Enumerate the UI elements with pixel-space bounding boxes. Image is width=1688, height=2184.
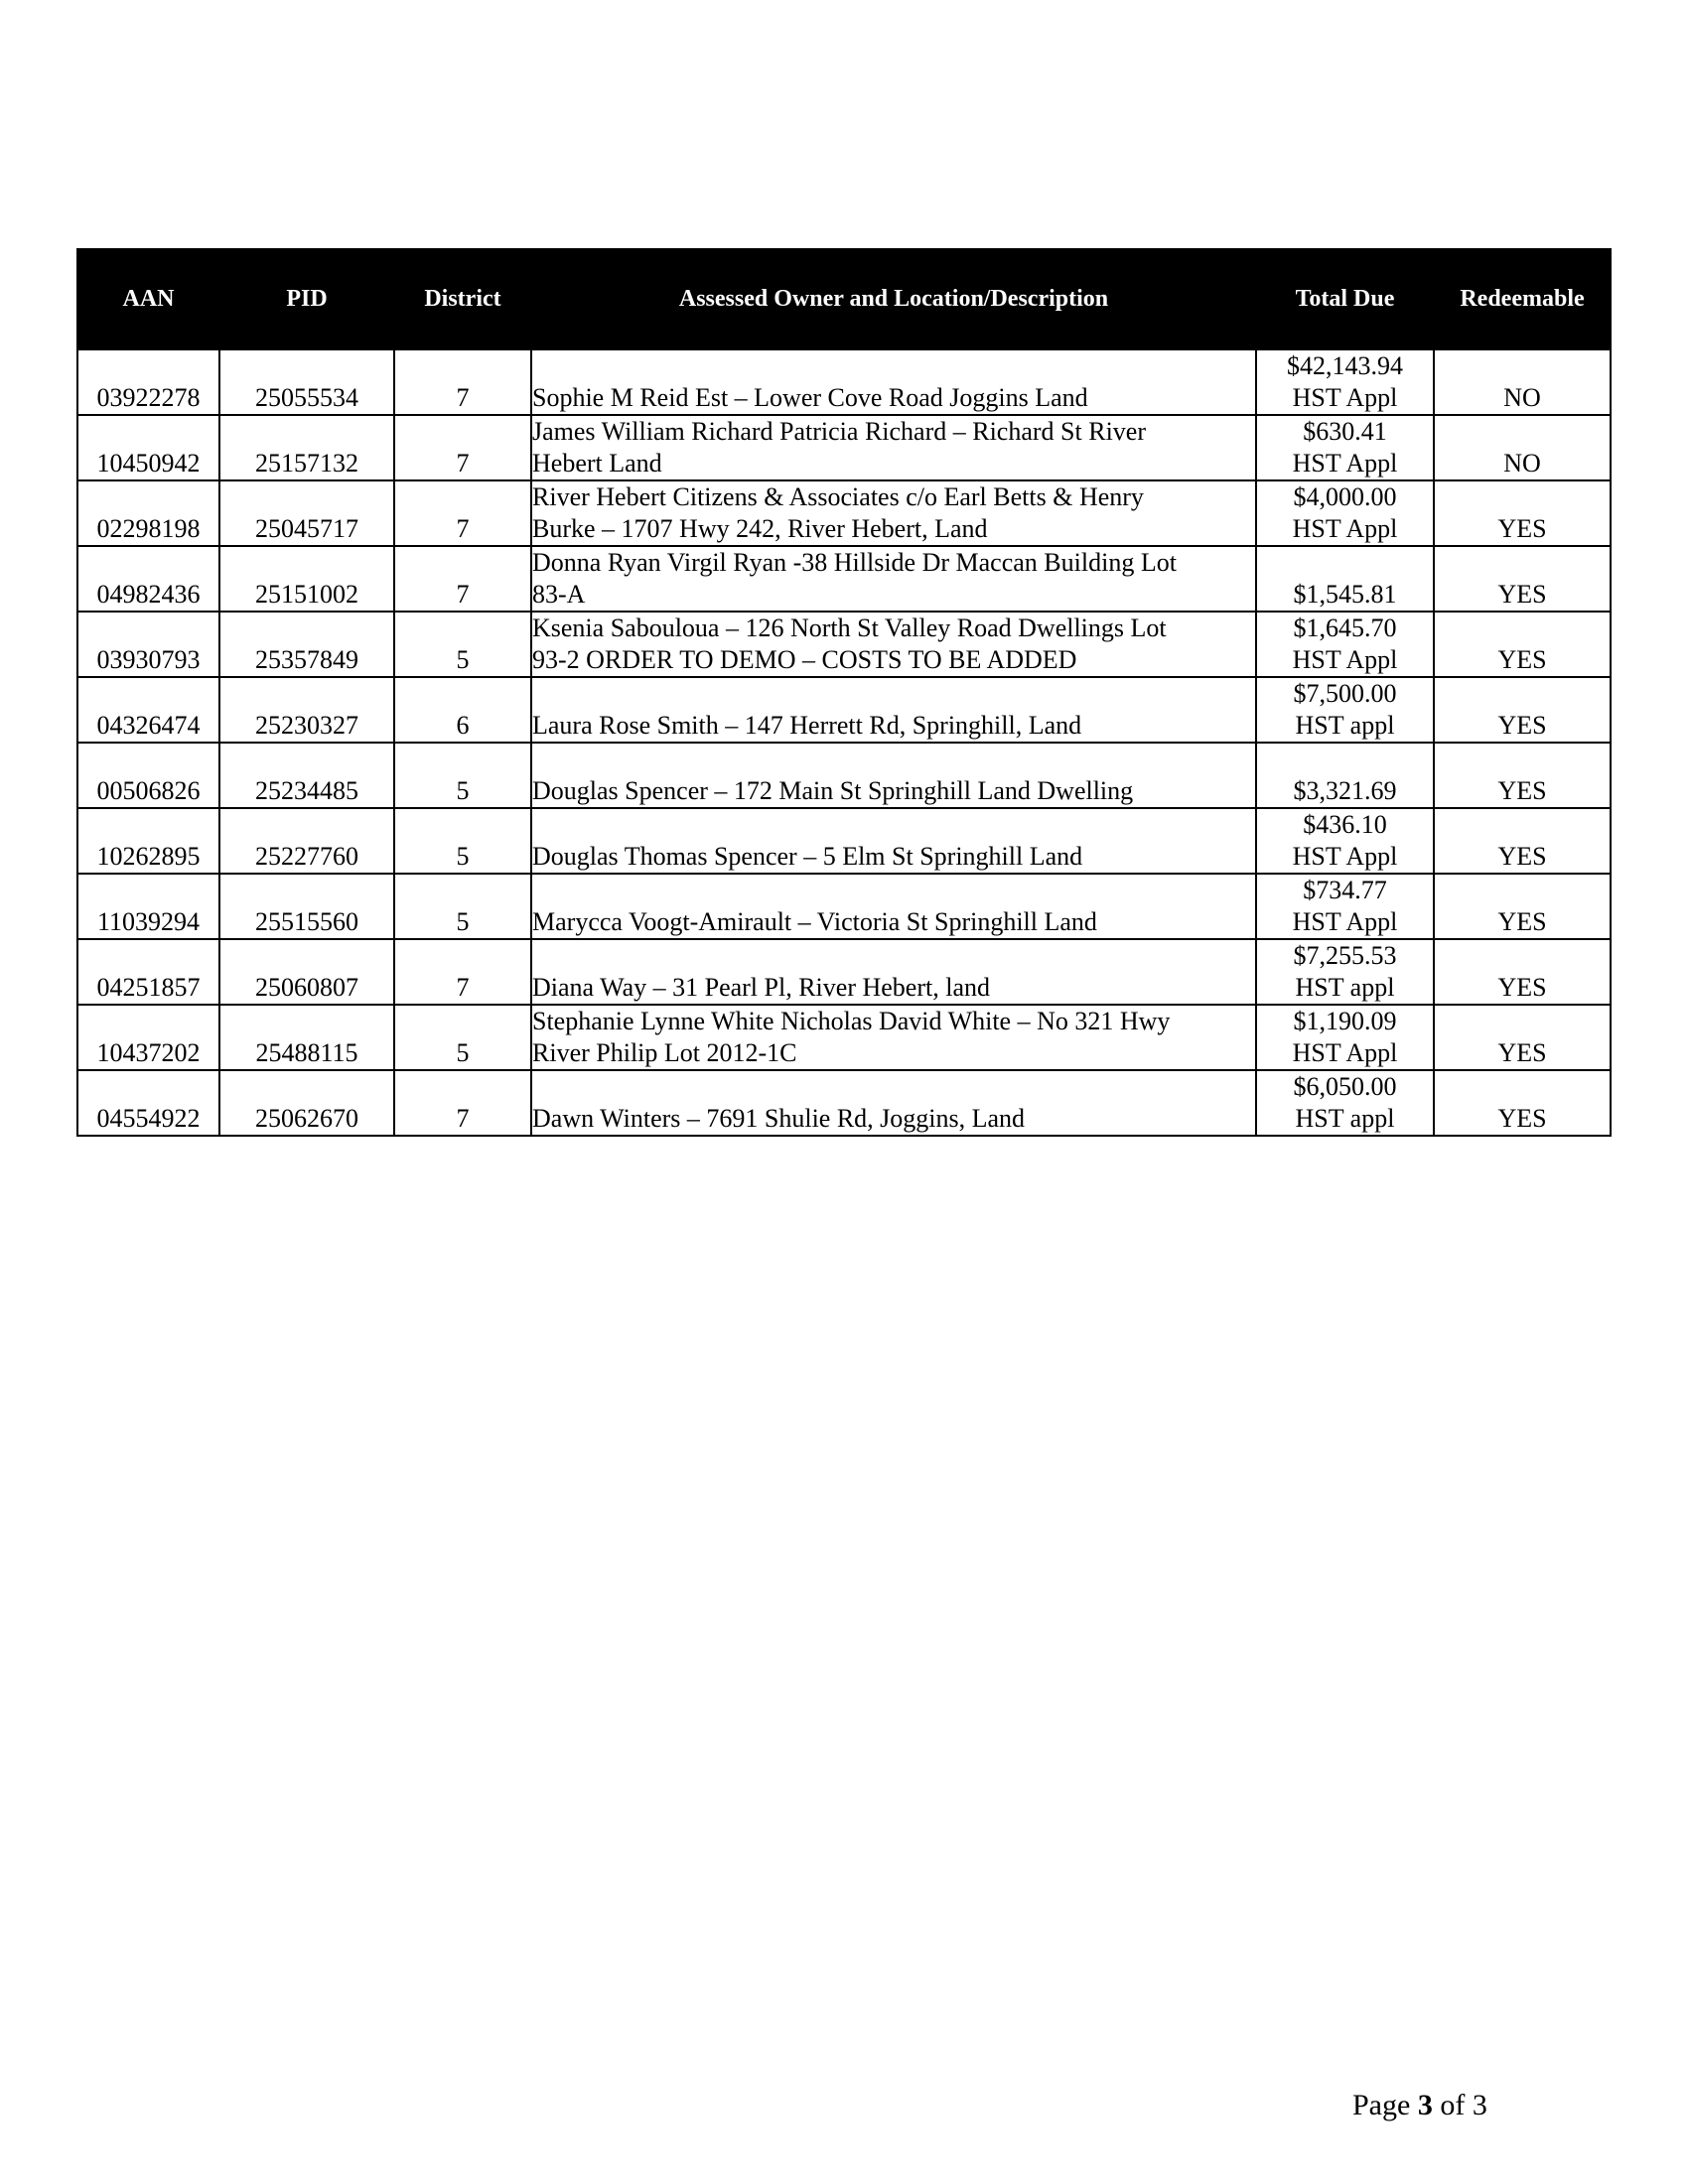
header-description: Assessed Owner and Location/Description xyxy=(531,249,1256,349)
description-line xyxy=(532,940,1255,972)
page-footer xyxy=(1352,2089,1487,2122)
total-due-cell xyxy=(1256,1070,1434,1136)
pid-cell: 25045717 xyxy=(219,480,394,546)
header-aan: AAN xyxy=(77,249,219,349)
total-due-cell xyxy=(1256,808,1434,874)
description-cell xyxy=(531,1005,1256,1070)
page-total: 3 xyxy=(1472,2089,1487,2121)
pid-cell: 25357849 xyxy=(219,612,394,677)
total-amount: $7,255.53 xyxy=(1293,941,1397,970)
description-line: Douglas Spencer – 172 Main St Springhill Land Dwelling xyxy=(532,776,1134,805)
table-row xyxy=(77,546,1611,612)
table-row xyxy=(77,1005,1611,1070)
pid-cell: 25227760 xyxy=(219,808,394,874)
description-line xyxy=(532,875,1255,906)
pid-cell: 25062670 xyxy=(219,1070,394,1136)
description-line: Sophie M Reid Est – Lower Cove Road Joggins Land xyxy=(532,383,1088,412)
description-cell xyxy=(531,612,1256,677)
description-line xyxy=(532,1071,1255,1103)
total-amount: $630.41 xyxy=(1303,417,1387,446)
page-number: 3 xyxy=(1417,2089,1433,2121)
description-line: Diana Way – 31 Pearl Pl, River Hebert, land xyxy=(532,973,990,1002)
page-word: Page xyxy=(1352,2089,1411,2121)
redeemable-cell: YES xyxy=(1434,808,1611,874)
total-due-cell xyxy=(1256,415,1434,480)
hst-note: HST Appl xyxy=(1292,1038,1398,1067)
description-cell xyxy=(531,939,1256,1005)
aan-cell: 10437202 xyxy=(77,1005,219,1070)
aan-cell: 04982436 xyxy=(77,546,219,612)
description-line: Burke – 1707 Hwy 242, River Hebert, Land xyxy=(532,514,988,543)
header-total-due: Total Due xyxy=(1256,249,1434,349)
aan-cell: 04554922 xyxy=(77,1070,219,1136)
district-cell: 7 xyxy=(394,349,531,415)
table-row xyxy=(77,743,1611,808)
aan-cell: 03922278 xyxy=(77,349,219,415)
pid-cell: 25060807 xyxy=(219,939,394,1005)
total-amount: $7,500.00 xyxy=(1293,679,1397,708)
total-amount: $734.77 xyxy=(1303,876,1387,904)
hst-note: HST appl xyxy=(1295,711,1395,740)
hst-note: HST Appl xyxy=(1292,514,1398,543)
district-cell: 5 xyxy=(394,1005,531,1070)
pid-cell: 25157132 xyxy=(219,415,394,480)
total-amount: $436.10 xyxy=(1303,810,1387,839)
aan-cell: 03930793 xyxy=(77,612,219,677)
table-row xyxy=(77,939,1611,1005)
header-pid: PID xyxy=(219,249,394,349)
description-cell xyxy=(531,349,1256,415)
redeemable-cell: YES xyxy=(1434,743,1611,808)
total-due-cell xyxy=(1256,546,1434,612)
total-due-cell xyxy=(1256,939,1434,1005)
district-cell: 5 xyxy=(394,808,531,874)
total-amount: $42,143.94 xyxy=(1287,351,1403,380)
description-cell xyxy=(531,415,1256,480)
aan-cell: 11039294 xyxy=(77,874,219,939)
table-row xyxy=(77,874,1611,939)
redeemable-cell: YES xyxy=(1434,1005,1611,1070)
redeemable-cell: NO xyxy=(1434,349,1611,415)
district-cell: 7 xyxy=(394,1070,531,1136)
of-word: of xyxy=(1440,2089,1466,2121)
description-line: Laura Rose Smith – 147 Herrett Rd, Springhill, Land xyxy=(532,711,1082,740)
total-due-cell xyxy=(1256,349,1434,415)
description-line xyxy=(532,350,1255,382)
description-line: 93-2 ORDER TO DEMO – COSTS TO BE ADDED xyxy=(532,645,1077,674)
district-cell: 7 xyxy=(394,480,531,546)
district-cell: 7 xyxy=(394,546,531,612)
total-amount: $1,545.81 xyxy=(1293,580,1397,609)
pid-cell: 25151002 xyxy=(219,546,394,612)
total-amount: $1,190.09 xyxy=(1293,1007,1397,1035)
redeemable-cell: YES xyxy=(1434,939,1611,1005)
hst-note: HST Appl xyxy=(1292,645,1398,674)
district-cell: 5 xyxy=(394,743,531,808)
redeemable-cell: YES xyxy=(1434,677,1611,743)
table-row xyxy=(77,480,1611,546)
total-due-cell xyxy=(1256,743,1434,808)
pid-cell: 25515560 xyxy=(219,874,394,939)
description-line: James William Richard Patricia Richard – Richard St River xyxy=(532,417,1146,446)
description-line: Donna Ryan Virgil Ryan -38 Hillside Dr Maccan Building Lot xyxy=(532,548,1177,577)
total-due-cell xyxy=(1256,874,1434,939)
description-cell xyxy=(531,874,1256,939)
description-line: Marycca Voogt-Amirault – Victoria St Springhill Land xyxy=(532,907,1097,936)
hst-note: HST appl xyxy=(1295,1104,1395,1133)
header-district: District xyxy=(394,249,531,349)
hst-note: HST Appl xyxy=(1292,907,1398,936)
description-line xyxy=(532,678,1255,710)
description-line: Dawn Winters – 7691 Shulie Rd, Joggins, Land xyxy=(532,1104,1026,1133)
description-line: Hebert Land xyxy=(532,449,662,478)
total-due-cell xyxy=(1256,1005,1434,1070)
table-row xyxy=(77,677,1611,743)
pid-cell: 25230327 xyxy=(219,677,394,743)
aan-cell: 10262895 xyxy=(77,808,219,874)
redeemable-cell: YES xyxy=(1434,874,1611,939)
description-cell xyxy=(531,546,1256,612)
redeemable-cell: YES xyxy=(1434,480,1611,546)
aan-cell: 04251857 xyxy=(77,939,219,1005)
table-row xyxy=(77,415,1611,480)
description-line: Douglas Thomas Spencer – 5 Elm St Springhill Land xyxy=(532,842,1083,871)
aan-cell: 04326474 xyxy=(77,677,219,743)
description-line xyxy=(532,809,1255,841)
description-cell xyxy=(531,808,1256,874)
description-line: River Philip Lot 2012-1C xyxy=(532,1038,797,1067)
header-redeemable: Redeemable xyxy=(1434,249,1611,349)
aan-cell: 02298198 xyxy=(77,480,219,546)
description-cell xyxy=(531,677,1256,743)
description-cell xyxy=(531,743,1256,808)
redeemable-cell: YES xyxy=(1434,1070,1611,1136)
description-line: Stephanie Lynne White Nicholas David White – No 321 Hwy xyxy=(532,1007,1171,1035)
description-line: River Hebert Citizens & Associates c/o Earl Betts & Henry xyxy=(532,482,1144,511)
hst-note: HST Appl xyxy=(1292,383,1398,412)
aan-cell: 00506826 xyxy=(77,743,219,808)
district-cell: 7 xyxy=(394,939,531,1005)
table-row xyxy=(77,349,1611,415)
description-line: Ksenia Sabouloua – 126 North St Valley Road Dwellings Lot xyxy=(532,614,1167,642)
district-cell: 6 xyxy=(394,677,531,743)
district-cell: 5 xyxy=(394,612,531,677)
pid-cell: 25488115 xyxy=(219,1005,394,1070)
hst-note: HST appl xyxy=(1295,973,1395,1002)
total-due-cell xyxy=(1256,480,1434,546)
aan-cell: 10450942 xyxy=(77,415,219,480)
table-header-row xyxy=(77,249,1611,349)
district-cell: 5 xyxy=(394,874,531,939)
hst-note: HST Appl xyxy=(1292,449,1398,478)
district-cell: 7 xyxy=(394,415,531,480)
table-row xyxy=(77,808,1611,874)
pid-cell: 25055534 xyxy=(219,349,394,415)
total-amount: $4,000.00 xyxy=(1293,482,1397,511)
table-row xyxy=(77,1070,1611,1136)
redeemable-cell: YES xyxy=(1434,612,1611,677)
redeemable-cell: NO xyxy=(1434,415,1611,480)
tax-sale-table xyxy=(76,248,1612,1137)
hst-note: HST Appl xyxy=(1292,842,1398,871)
description-cell xyxy=(531,1070,1256,1136)
description-cell xyxy=(531,480,1256,546)
total-amount: $3,321.69 xyxy=(1293,776,1397,805)
description-line: 83-A xyxy=(532,580,586,609)
pid-cell: 25234485 xyxy=(219,743,394,808)
total-due-cell xyxy=(1256,677,1434,743)
redeemable-cell: YES xyxy=(1434,546,1611,612)
table-row xyxy=(77,612,1611,677)
total-amount: $1,645.70 xyxy=(1293,614,1397,642)
total-due-cell xyxy=(1256,612,1434,677)
total-amount: $6,050.00 xyxy=(1293,1072,1397,1101)
